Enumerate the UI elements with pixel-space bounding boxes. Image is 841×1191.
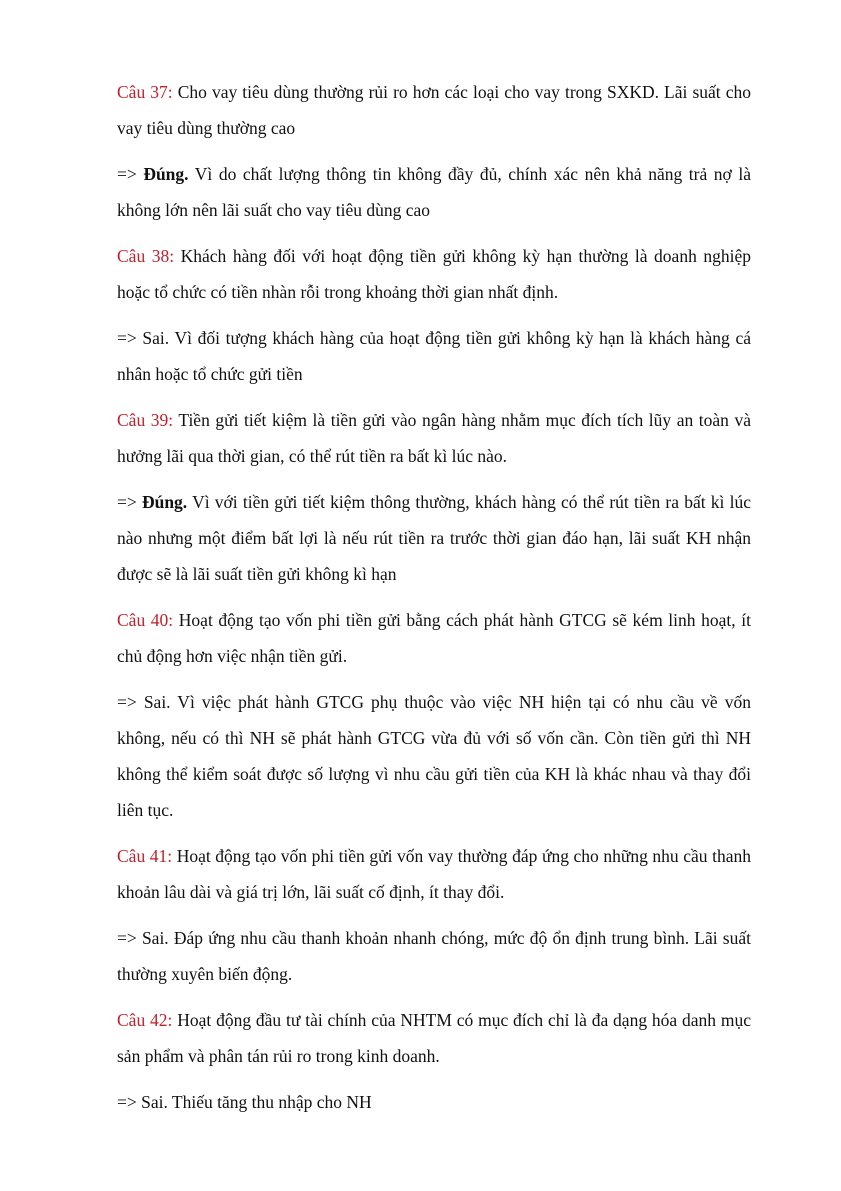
question-label: Câu 39:: [117, 410, 174, 430]
answer-41: [117, 920, 751, 992]
answer-verdict: Đúng.: [141, 492, 188, 512]
answer-arrow: =>: [117, 1092, 142, 1112]
question-label: Câu 41:: [117, 846, 173, 866]
question-text: Cho vay tiêu dùng thường rủi ro hơn các loại cho vay trong SXKD. Lãi suất cho vay tiêu dùng thường cao: [117, 82, 751, 138]
answer-38: [117, 320, 751, 392]
answer-arrow: =>: [117, 328, 143, 348]
answer-verdict: Đúng.: [143, 164, 189, 184]
answer-arrow: =>: [117, 164, 144, 184]
question-label: Câu 42:: [117, 1010, 173, 1030]
question-42: [117, 1002, 751, 1074]
question-text: Hoạt động tạo vốn phi tiền gửi bằng cách phát hành GTCG sẽ kém linh hoạt, ít chủ động hơn việc nhận tiền gửi.: [117, 610, 751, 666]
answer-verdict: Sai.: [141, 1092, 168, 1112]
question-38: [117, 238, 751, 310]
answer-text: Vì với tiền gửi tiết kiệm thông thường, khách hàng có thể rút tiền ra bất kì lúc nào nhưng một điểm bất lợi là nếu rút tiền ra trước thời gian đáo hạn, lãi suất KH nhận được sẽ là lãi suất tiền gửi không kì hạn: [117, 492, 751, 584]
question-text: Tiền gửi tiết kiệm là tiền gửi vào ngân hàng nhằm mục đích tích lũy an toàn và hưởng lãi qua thời gian, có thể rút tiền ra bất kì lúc nào.: [117, 410, 751, 466]
question-label: Câu 38:: [117, 246, 175, 266]
answer-verdict: Sai.: [143, 692, 171, 712]
question-40: [117, 602, 751, 674]
answer-text: Vì do chất lượng thông tin không đầy đủ, chính xác nên khả năng trả nợ là không lớn nên lãi suất cho vay tiêu dùng cao: [117, 164, 752, 220]
question-text: Khách hàng đối với hoạt động tiền gửi không kỳ hạn thường là doanh nghiệp hoặc tổ chức có tiền nhàn rỗi trong khoảng thời gian nhất định.: [117, 246, 751, 302]
answer-40: [117, 684, 751, 828]
question-37: [117, 74, 751, 146]
answer-arrow: =>: [117, 928, 142, 948]
question-label: Câu 37:: [117, 82, 173, 102]
answer-verdict: Sai.: [141, 928, 169, 948]
answer-text: Đáp ứng nhu cầu thanh khoản nhanh chóng, mức độ ổn định trung bình. Lãi suất thường xuyên biến động.: [117, 928, 751, 984]
question-39: [117, 402, 751, 474]
answer-verdict: Sai.: [142, 328, 170, 348]
question-text: Hoạt động đầu tư tài chính của NHTM có mục đích chỉ là đa dạng hóa danh mục sản phẩm và phân tán rủi ro trong kinh doanh.: [117, 1010, 751, 1066]
question-text: Hoạt động tạo vốn phi tiền gửi vốn vay thường đáp ứng cho những nhu cầu thanh khoản lâu dài và giá trị lớn, lãi suất cố định, ít thay đổi.: [117, 846, 751, 902]
question-41: [117, 838, 751, 910]
answer-text: Thiếu tăng thu nhập cho NH: [167, 1092, 372, 1112]
page-bottom-edge: [0, 1187, 841, 1191]
question-label: Câu 40:: [117, 610, 174, 630]
answer-arrow: =>: [117, 492, 142, 512]
answer-39: [117, 484, 751, 592]
answer-text: Vì việc phát hành GTCG phụ thuộc vào việc NH hiện tại có nhu cầu về vốn không, nếu có thì NH sẽ phát hành GTCG vừa đủ với số vốn cần. Còn tiền gửi thì NH không thể kiểm soát được số lượng vì nhu cầu gửi tiền của KH là khác nhau và thay đổi liên tục.: [117, 692, 751, 820]
answer-42: [117, 1084, 751, 1120]
answer-37: [117, 156, 751, 228]
page-content: [117, 74, 751, 1130]
answer-text: Vì đối tượng khách hàng của hoạt động tiền gửi không kỳ hạn là khách hàng cá nhân hoặc tổ chức gửi tiền: [117, 328, 751, 384]
answer-arrow: =>: [117, 692, 144, 712]
